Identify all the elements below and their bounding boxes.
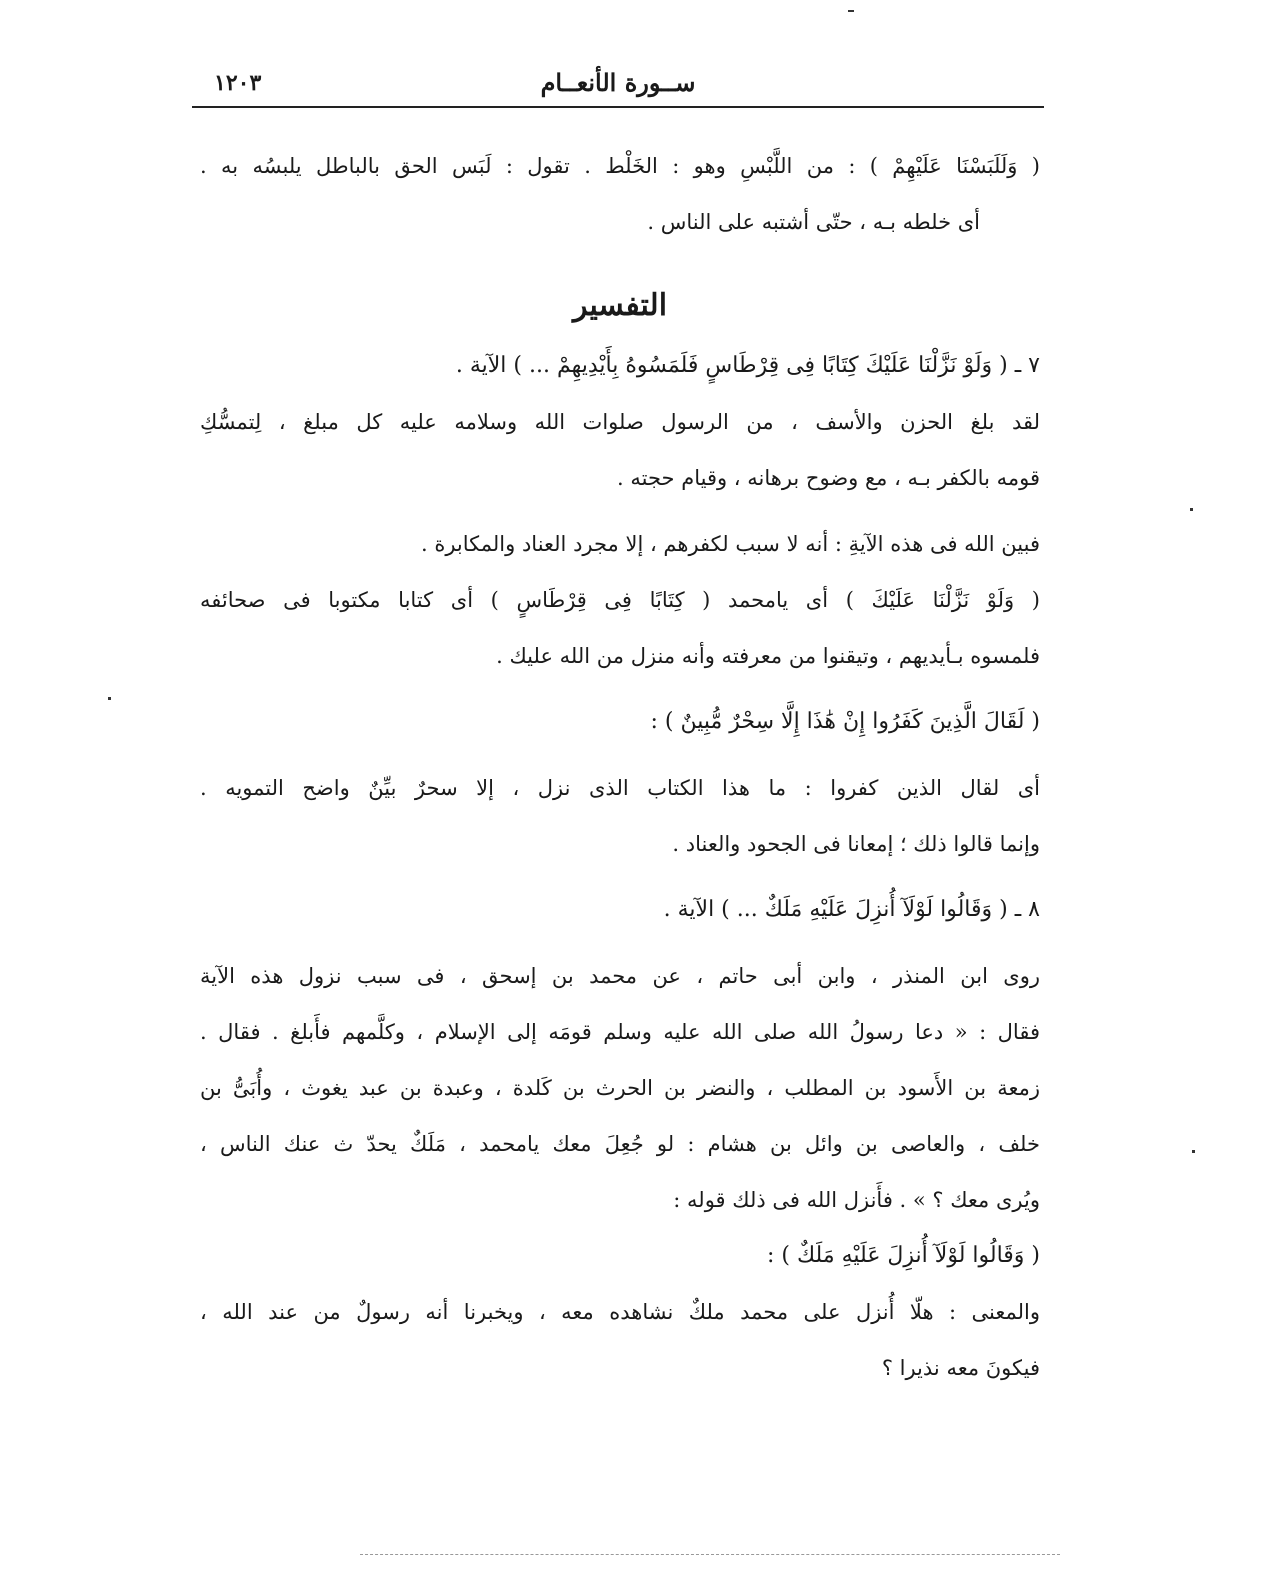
scan-speck <box>848 10 854 12</box>
paragraph-line: وإنما قالوا ذلك ؛ إمعانا فى الجحود والعناد . <box>672 832 1040 856</box>
paragraph-line: فلمسوه بـأيديهم ، وتيقنوا من معرفته وأنه منزل من الله عليك . <box>496 644 1040 668</box>
header-rule <box>192 106 1044 108</box>
paragraph-line: قومه بالكفر بـه ، مع وضوح برهانه ، وقيام حجته . <box>617 466 1040 490</box>
section-heading: التفسير <box>572 288 668 323</box>
running-title: ســورة الأنعــام <box>540 68 696 97</box>
verse-line: ٨ ـ ( وَقَالُوا لَوْلَآ أُنزِلَ عَلَيْهِ مَلَكٌ ... ) الآية . <box>663 897 1040 922</box>
scan-speck <box>1192 1150 1195 1153</box>
paragraph-line: زمعة بن الأَسود بن المطلب ، والنضر بن الحرث بن كَلدة ، وعبدة بن عبد يغوث ، وأُبَىُّ بن <box>200 1076 1040 1100</box>
scan-footer-marks <box>360 1554 1060 1561</box>
paragraph-line: فيكونَ معه نذيرا ؟ <box>881 1356 1040 1380</box>
paragraph-line: لقد بلغ الحزن والأسف ، من الرسول صلوات الله وسلامه عليه كل مبلغ ، لِتمسُّكِ <box>200 410 1040 434</box>
page-body <box>200 138 1040 1396</box>
verse-line: ٧ ـ ( وَلَوْ نَزَّلْنَا عَلَيْكَ كِتَابًا فِى قِرْطَاسٍ فَلَمَسُوهُ بِأَيْدِيهِمْ ... ) الآية . <box>455 353 1040 378</box>
paragraph-line: ويُرى معك ؟ » . فأَنزل الله فى ذلك قوله : <box>673 1188 1040 1212</box>
paragraph-line: فقال : « دعا رسولُ الله صلى الله عليه وسلم قومَه إلى الإسلام ، وكلَّمهم فأَبلغ . فقال . <box>200 1020 1040 1044</box>
page-number: ١٢٠٣ <box>214 70 262 96</box>
paragraph-line: ( وَلَوْ نَزَّلْنَا عَلَيْكَ ) أى يامحمد ( كِتَابًا فِى قِرْطَاسٍ ) أى كتابا مكتوبا فى صحائفه <box>200 588 1040 612</box>
paragraph-line: أى لقال الذين كفروا : ما هذا الكتاب الذى نزل ، إلا سحرٌ بيِّنٌ واضح التمويه . <box>200 776 1040 800</box>
gloss-line: أى خلطه بـه ، حتّى أشتبه على الناس . <box>647 210 980 234</box>
paragraph-line: روى ابن المنذر ، وابن أبى حاتم ، عن محمد بن إسحق ، فى سبب نزول هذه الآية <box>200 964 1040 988</box>
gloss-line: ( وَلَلَبَسْنَا عَلَيْهِمْ ) : من اللَّبْسِ وهو : الخَلْط . تقول : لَبَس الحق بالباطل يلبسُه به . <box>200 154 1040 178</box>
scan-speck <box>1190 508 1193 511</box>
paragraph-line: خلف ، والعاصى بن وائل بن هشام : لو جُعِلَ معك يامحمد ، مَلَكٌ يحدّ ث عنك الناس ، <box>200 1132 1040 1156</box>
scan-speck <box>108 697 111 700</box>
paragraph-line: والمعنى : هلّا أُنزل على محمد ملكٌ نشاهده معه ، ويخبرنا أنه رسولٌ من عند الله ، <box>200 1300 1040 1324</box>
paragraph-line: فبين الله فى هذه الآيةِ : أنه لا سبب لكفرهم ، إلا مجرد العناد والمكابرة . <box>420 532 1040 556</box>
page-header <box>192 62 1044 106</box>
verse-line: ( وَقَالُوا لَوْلَآ أُنزِلَ عَلَيْهِ مَلَكٌ ) : <box>767 1243 1040 1268</box>
verse-line: ( لَقَالَ الَّذِينَ كَفَرُوا إِنْ هَٰذَا إِلَّا سِحْرٌ مُّبِينٌ ) : <box>650 709 1040 734</box>
